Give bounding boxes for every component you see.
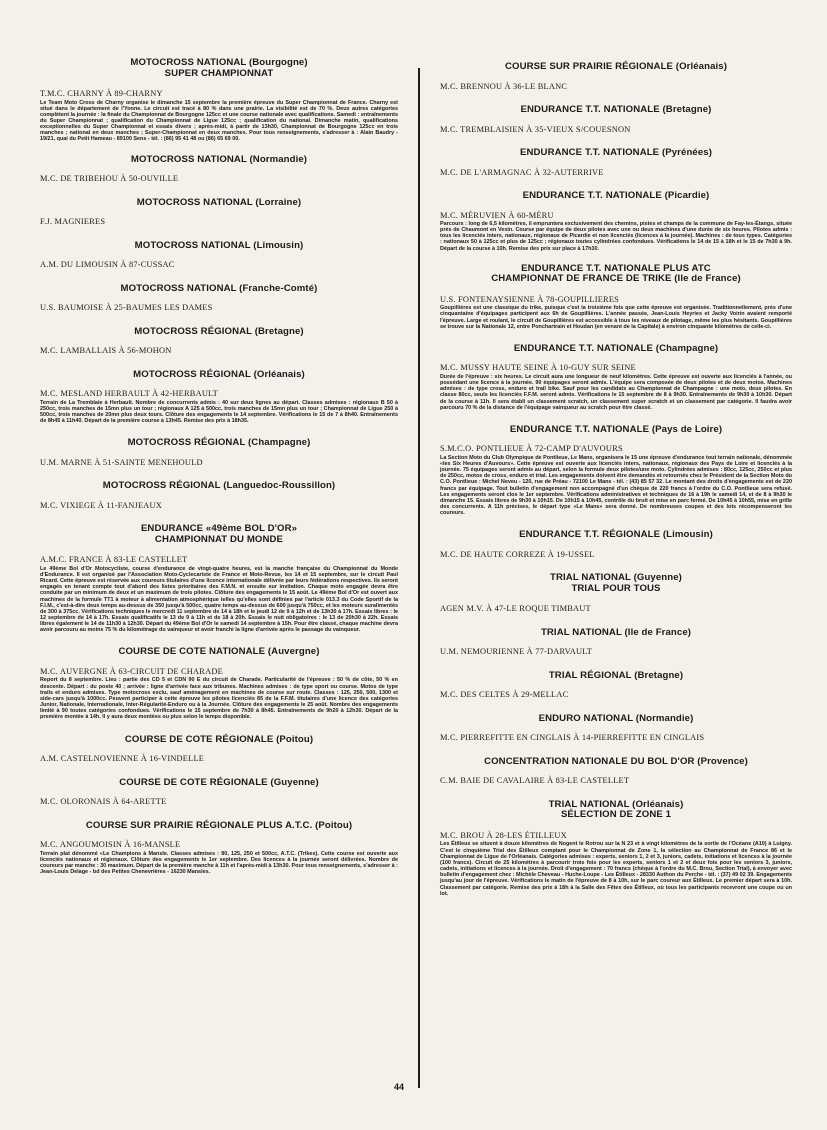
club-name: M.C. OLORONAIS À 64-ARETTE bbox=[40, 797, 167, 807]
event-section bbox=[40, 647, 398, 720]
event-title-text: MOTOCROSS NATIONAL (Normandie) bbox=[130, 153, 308, 165]
event-title bbox=[440, 62, 792, 73]
event-title bbox=[40, 481, 398, 492]
club-name: M.C. MUSSY HAUTE SEINE À 10-GUY SUR SEINE bbox=[440, 363, 636, 373]
club-name: U.M. MARNE À 51-SAINTE MENEHOULD bbox=[40, 457, 203, 467]
club-name: M.C. PIERREFITTE EN CINGLAIS À 14-PIERREFITTE EN CINGLAIS bbox=[440, 733, 705, 743]
club-name: M.C. BRENNOU À 36-LE BLANC bbox=[440, 81, 568, 91]
club-name: U.S. BAUMOISE À 25-BAUMES LES DAMES bbox=[40, 303, 213, 313]
club-name: A.M. DU LIMOUSIN À 87-CUSSAC bbox=[40, 260, 175, 270]
club-name: M.C. AUVERGNE À 63-CIRCUIT DE CHARADE bbox=[40, 666, 223, 676]
event-section bbox=[440, 800, 792, 897]
event-title-text: MOTOCROSS RÉGIONAL (Orléanais) bbox=[133, 368, 305, 380]
event-title bbox=[40, 778, 398, 789]
event-section bbox=[440, 714, 792, 743]
event-section bbox=[440, 757, 792, 786]
event-title bbox=[40, 155, 398, 166]
club-name: U.M. NEMOURIENNE À 77-DARVAULT bbox=[440, 647, 593, 657]
event-title-text: ENDURANCE T.T. NATIONALE (Picardie) bbox=[522, 190, 710, 201]
event-title-text: MOTOCROSS NATIONAL (Lorraine) bbox=[136, 196, 302, 208]
event-section bbox=[40, 370, 398, 425]
left-column bbox=[40, 58, 398, 875]
event-subtitle: CHAMPIONNAT DE FRANCE DE TRIKE (Ile de France) bbox=[491, 273, 741, 285]
event-section bbox=[440, 671, 792, 700]
event-title-text: COURSE DE COTE RÉGIONALE (Poitou) bbox=[124, 733, 314, 745]
event-subtitle: SÉLECTION DE ZONE 1 bbox=[560, 809, 672, 821]
event-description: La Section Moto du Club Olympique de Pontlieue, Le Mans, organisera le 15 une épreuve d'endurance tout terrain nationale, dénommée «les Six Heures d'Auvours». Cette épreuve est ouverte aux licenciés inters, nationaux, régionaux des Pays de Loire et licenciés à la journée. 75 équipages seront admis au départ, selon la formule deux pilotes/une moto. Cylindrées admises : 80cc, 125cc, 250cc et plus de 250cc, motos de cross, enduro et trial. Les engagements doivent être demandés et retournés chez le Président de la Section Moto du C.O. Pontlieue : Michel Neveu - 120, rue de Préau - 72100 Le Mans - tél. : (43) 85 57 32. Le montant des droits d'engagements est de 220 francs par équipage. Tout bulletin d'engagement non accompagné d'un chèque de 220 francs à l'ordre du C.O. Pontlieue sera refusé. Les engagements seront clos le 1er septembre. Vérifications administratives et techniques de 16 à 19h le samedi 14, et de 8 à 9h30 le dimanche 15. Essais libres de 9h30 à 10h15. De 10h15 à 10h45, contrôle du bruit et mise en parc fermé. De 10h45 à 10h55, mise en grille des concurrents. A 11h précises, le départ type «Le Mans» sera donné. De nombreuses coupes et des lots récompenseront les coureurs. bbox=[440, 454, 792, 517]
event-title bbox=[40, 524, 398, 545]
club-name: U.S. FONTENAYSIENNE À 78-GOUPILLIERES bbox=[440, 294, 620, 304]
event-description: Le 49ème Bol d'Or Motocycliste, course d'endurance de vingt-quatre heures, est la manche française du Championnat du Monde d'Endurance. Il est organisé par l'Association Moto-Cyclecariste de France et Moto-Revue, les 14 et 15 septembre, sur le circuit Paul Ricard. Cette épreuve est réservée aux coureurs titulaires d'une licence internationale délivrée par leurs fédérations respectives. Ils seront engagés en tenant compte tout d'abord des listes prioritaires des F.M.N. et ensuite sur invitation. Chaque moto engagée devra être conduite par un minimum de deux et un maximum de trois pilotes. Clôture des engagements le 15 août. Le 49ème Bol d'Or est ouvert aux machines de la formule TT1 à moteur à alimentation atmosphérique telles qu'elles sont définies par l'article 013.3 du Code Sportif de la F.I.M., c'est-à-dire deux temps au-dessus de 350 jusqu'à 500cc, quatre temps au-dessus de 600 jusqu'à 750cc, et les moteurs suralimentés de 300 à 375cc. Vérifications techniques le mercredi 11 septembre de 14 à 18h et le jeudi 12 de 9 à 12h et de 13h30 à 17h. Essais libres : le 12 septembre de 14 à 17h. Essais qualificatifs le 13 de 9 à 11h et de 18 à 20h. Essais le nuit obligatoires : le 13 de 20h30 à 22h. Essais libres également le 14 de 11h30 à 12h30. Départ du 49ème Bol d'Or le samedi 14 septembre à 15h. Pour être classé, chaque machine devra avoir parcouru au moins 75 % du kilométrage du vainqueur et avoir franchi la ligne d'arrivée après le passage du vainqueur. bbox=[40, 565, 398, 634]
event-title-text: ENDURANCE T.T. NATIONALE (Pyrénées) bbox=[519, 147, 713, 158]
club-name: M.C. TREMBLAISIEN À 35-VIEUX S/COUESNON bbox=[440, 124, 631, 134]
event-title-text: MOTOCROSS RÉGIONAL (Bretagne) bbox=[134, 325, 304, 337]
event-title-text: ENDURANCE T.T. NATIONALE (Bretagne) bbox=[520, 104, 712, 115]
event-title bbox=[40, 735, 398, 746]
event-description: Report du 8 septembre. Lieu : partie des CD 5 et CDN 90 E du circuit de Charade. Particularité de l'épreuve : 50 % de côte, 50 % en descente. Départ : du poste 40 ; arrivée : ligne d'arrivée face aux tribunes. Machines admises : de type sport ou course. Motos de type trails et enduro admises. Type motocross exclu, sauf aménagement en machines de course sur route. Classes : 125, 250, 500, 1300 et side-cars jusqu'à 1000cc. Peuvent participer à cette épreuve les pilotes licenciés 85 de la F.F.M. titulaires d'une licence des catégories Junior, Nationale, Internationale, Inter-Régularité-Enduro ou à la Journée. Clôture des engagements le 25 août. Nombre des engagements limité à 90 toutes catégories confondues. Vérifications le 15 septembre de 7h30 à 8h45. Entraînements de 9h20 à 12h30. Départ de la première montée à 14h. Il y aura deux montées ou plus selon le temps disponible. bbox=[40, 677, 398, 721]
event-title-text: TRIAL NATIONAL (Ile de France) bbox=[540, 626, 692, 638]
event-title bbox=[40, 327, 398, 338]
club-name: A.M. CASTELNOVIENNE À 16-VINDELLE bbox=[40, 754, 205, 764]
event-description: Les Étilleux se situent à douze kilomètres de Nogent le Rotrou sur la N 23 et à vingt kilomètres de la sortie de l'Océane (A10) à Luigny. C'est le cinquième Trial des Étilleux comptant pour le Championnat de Zone 1, la sélection au Championnat de France 86 et le Championnat de Ligue de l'Orléanais. Catégories admises : experts, seniors 1, 2 et 3, juniors, cadets, initiations et licences à la journée (100 francs). Circuit de 25 kilomètres à parcourir trois fois pour les experts, seniors 1 et 2 et deux fois pour les seniors 3, juniors, cadets, initiations et licences à la journée. Droit d'engagement : 70 francs (chèque à l'ordre du M.C. Brou, Section Trial), à envoyer avec bulletin d'engagement chez : Michèle Cheveau - Huche-Loupe - Les Étilleux - 28330 Authon du Perche - tél. : (37) 49 02 39. Engagements jusqu'au jour de l'épreuve. Vérifications le matin de l'épreuve de 8 à 10h, sur le parc coureur aux Étilleux. Le premier départ sera à 10h. Classement par catégorie. Remise des prix à 18h à la Salle des Fêtes des Étilleux, où tous les participants recevront une coupe ou un lot. bbox=[440, 841, 792, 897]
event-title bbox=[440, 425, 792, 436]
event-title-text: MOTOCROSS RÉGIONAL (Champagne) bbox=[127, 437, 311, 449]
event-title bbox=[440, 757, 792, 768]
event-title bbox=[440, 344, 792, 355]
event-title-text: ENDURO NATIONAL (Normandie) bbox=[538, 712, 694, 724]
event-title bbox=[40, 647, 398, 658]
club-name: AGEN M.V. À 47-LE ROQUE TIMBAUT bbox=[440, 604, 591, 614]
event-title bbox=[40, 438, 398, 449]
event-title-text: COURSE SUR PRAIRIE RÉGIONALE (Orléanais) bbox=[504, 61, 728, 72]
club-name: M.C. DES CELTES À 29-MELLAC bbox=[440, 690, 569, 700]
event-section bbox=[40, 241, 398, 270]
club-name: A.M.C. FRANCE À 83-LE CASTELLET bbox=[40, 555, 188, 565]
club-name: M.C. BROU À 28-LES ÉTILLEUX bbox=[440, 830, 567, 840]
event-title bbox=[40, 198, 398, 209]
event-title-text: ENDURANCE T.T. NATIONALE (Champagne) bbox=[513, 342, 719, 354]
club-name: C.M. BAIE DE CAVALAIRE À 83-LE CASTELLET bbox=[440, 776, 630, 786]
event-title bbox=[440, 628, 792, 639]
event-section bbox=[40, 155, 398, 184]
event-description: Goupillières est une classique du trike, puisque c'est la troisième fois que cette épreuve est organisée. Traditionnellement, près d'une cinquantaine d'équipages participent aux 6h de Goupillières. L'année passée, Jean-Louis Heyries et Jacky Voirin avaient remporté l'épreuve. Large et roulant, le circuit de Goupillières est accessible à tous les niveaux de pilotage, même les plus hésitants. Goupillières se trouve sur la Nationale 12, entre Ponchartrain et Houdan (en venant de la Capitale) à environ cinquante kilomètres de celle-ci. bbox=[440, 305, 792, 330]
event-title-text: COURSE DE COTE RÉGIONALE (Guyenne) bbox=[119, 776, 319, 788]
event-section bbox=[40, 481, 398, 510]
event-title bbox=[40, 284, 398, 295]
event-description: Parcours : long de 6,5 kilomètres, il empruntera exclusivement des chemins, pistes et champs de la commune de Fay-les-Étangs, située près de Chaumont en Vexin. Course par équipe de deux pilotes avec une ou deux machines d'une durée de six heures. Pilotes admis : tous les licenciés inters, nationaux, régionaux de Picardie et non licenciés (licences à la journée). Machines : de tous types. Catégories : nationaux 50 à 125cc et plus de 125cc ; régionaux toutes cylindrées confondues. Vérifications le 14 de 15 à 18h et le 15 de 7h30 à 9h. Départ de la course à 10h. Remise des prix sur place à 17h30. bbox=[440, 221, 792, 252]
club-name: M.C. ANGOUMOISIN À 16-MANSLE bbox=[40, 840, 181, 850]
event-title-text: MOTOCROSS NATIONAL (Limousin) bbox=[134, 239, 304, 251]
club-name: M.C. DE TRIBEHOU À 50-OUVILLE bbox=[40, 174, 179, 184]
club-name: M.C. LAMBALLAIS À 56-MOHON bbox=[40, 346, 172, 356]
event-section bbox=[40, 58, 398, 143]
event-description: Terrain de La Tremblaie à Herbault. Nombre de concurrents admis : 40 sur deux lignes au départ. Classes admises : régionaux B 50 à 250cc, trois manches de 15mn plus un tour ; régionaux A 125 à 500cc, trois manches de 15mn plus un tour ; Championnat de Ligue 250 à 500cc, trois manches de 20mn plus deux tours. Clôture des engagements le 14 septembre. Vérifications le 15 de 7 à 8h40. Entraînements de 8h45 à 11h40. Départ de la première course à 13h45. Remise des prix à 18h35. bbox=[40, 399, 398, 425]
event-title-text: TRIAL NATIONAL (Guyenne) bbox=[550, 572, 682, 584]
event-title bbox=[40, 821, 398, 832]
club-name: M.C. MÉRUVIEN À 60-MÉRU bbox=[440, 210, 554, 220]
event-title bbox=[440, 573, 792, 594]
event-title bbox=[440, 191, 792, 202]
club-name: M.C. MESLAND HERBAULT À 42-HERBAULT bbox=[40, 389, 218, 399]
event-title-text: MOTOCROSS NATIONAL (Bourgogne) bbox=[130, 57, 308, 68]
event-subtitle: CHAMPIONNAT DU MONDE bbox=[154, 533, 284, 545]
event-section bbox=[40, 735, 398, 764]
column-divider bbox=[418, 68, 420, 1088]
event-title-text: COURSE SUR PRAIRIE RÉGIONALE PLUS A.T.C. (Poitou) bbox=[85, 819, 353, 831]
event-section bbox=[440, 425, 792, 517]
club-name: S.M.C.O. PONTLIEUE À 72-CAMP D'AUVOURS bbox=[440, 444, 623, 454]
event-section bbox=[440, 573, 792, 614]
event-section bbox=[40, 524, 398, 633]
event-section bbox=[440, 105, 792, 134]
page-number: 44 bbox=[394, 1082, 405, 1092]
event-section bbox=[440, 530, 792, 559]
event-title-text: COURSE DE COTE NATIONALE (Auvergne) bbox=[118, 646, 320, 658]
event-section bbox=[440, 62, 792, 91]
event-title bbox=[440, 105, 792, 116]
event-section bbox=[440, 344, 792, 411]
event-title bbox=[440, 264, 792, 285]
event-description: Durée de l'épreuve : six heures. Le circuit aura une longueur de neuf kilomètres. Cette épreuve est ouverte aux licenciés à l'année, ou possédant une licence à la journée. 90 équipages seront admis. L'équipe sera composée de deux pilotes et de deux motos. Machines admises : de type cross, enduro et trail bike. Sauf pour les candidats au Championnat de Champagne : une moto, deux pilotes. En classe 80cc, seuls les licenciés F.F.M. seront admis. Vérifications le 15 septembre de 8 à 9h30. Entraînements de 9h30 à 10h30. Départ de la course à 11h. Il sera établi un classement scratch, un classement super scratch et un classement par catégorie. Il faudra avoir parcouru 70 % de la distance de l'équipage vainqueur au scratch pour être classé. bbox=[440, 373, 792, 411]
event-title-text: MOTOCROSS RÉGIONAL (Languedoc-Roussillon) bbox=[102, 480, 336, 492]
event-title bbox=[440, 530, 792, 541]
club-name: T.M.C. CHARNY À 89-CHARNY bbox=[40, 89, 163, 98]
event-title-text: TRIAL RÉGIONAL (Bretagne) bbox=[548, 669, 684, 681]
event-section bbox=[440, 264, 792, 330]
club-name: M.C. DE L'ARMAGNAC À 32-AUTERRIVE bbox=[440, 167, 604, 177]
event-section bbox=[440, 148, 792, 177]
event-title bbox=[440, 800, 792, 821]
event-title-text: TRIAL NATIONAL (Orléanais) bbox=[548, 798, 684, 810]
event-section bbox=[440, 191, 792, 252]
event-section bbox=[40, 438, 398, 467]
event-section bbox=[40, 198, 398, 227]
event-title bbox=[440, 671, 792, 682]
event-title-text: ENDURANCE «49ème BOL D'OR» bbox=[140, 523, 298, 535]
event-subtitle: TRIAL POUR TOUS bbox=[571, 582, 661, 594]
club-name: F.J. MAGNIERES bbox=[40, 217, 106, 227]
event-title-text: MOTOCROSS NATIONAL (Franche-Comté) bbox=[120, 282, 318, 294]
event-title bbox=[40, 241, 398, 252]
event-section bbox=[440, 628, 792, 657]
event-description: Terrain plat dénommé «Le Champions à Mansle. Classes admises : 80, 125, 250 et 500cc, A.T.C. (Trikes). Cette course est ouverte aux licenciés nationaux et régionaux. Clôture des engagements le 1er septembre. Des licences à la journée seront délivrées. Nombre de coureurs par manche : 30 maximum. Départ de la première manche à 11h et l'après-midi à 13h30. Pour tous renseignements, s'adresser à : Jean-Louis Delage - bd des Petites Chenevrières - 16230 Mansles. bbox=[40, 850, 398, 875]
event-section bbox=[40, 327, 398, 356]
event-title-text: ENDURANCE T.T. NATIONALE PLUS ATC bbox=[521, 262, 711, 274]
event-title-text: ENDURANCE T.T. RÉGIONALE (Limousin) bbox=[519, 529, 713, 541]
event-section bbox=[40, 821, 398, 876]
club-name: M.C. VIXIEGE À 11-FANJEAUX bbox=[40, 500, 163, 510]
event-title bbox=[440, 714, 792, 725]
event-description: Le Team Moto Cross de Charny organise le dimanche 15 septembre la première épreuve du Super Championnat de France. Charny est situé dans le département de l'Yonne. Le circuit est tracé à 80 % dans une prairie. La visibilité est de 70 %. Deux autres catégories complètent la journée : la finale du Championnat de Bourgogne 125cc et une course nationale avec qualifications. Samedi : entraînements du Super Championnat ; qualification du Championnat de Ligue 125cc ; qualification du national. Dimanche matin, qualifications exceptionnelles du Super Championnat et essais divers ; après-midi, à partir de 13h30, Championnat de Bourgogne 125cc en trois manches ; national en deux manches ; Super-Championnat en deux manches. Pour tous renseignements, s'adresser à : Alain Baudry - 19/21, quai du Petit Hameau - 89100 Sens - tél. : (86) 95 41 48 ou (86) 65 69 00. bbox=[40, 99, 398, 143]
event-section bbox=[40, 284, 398, 313]
event-title-text: ENDURANCE T.T. NATIONALE (Pays de Loire) bbox=[509, 423, 723, 435]
event-title-text: CONCENTRATION NATIONALE DU BOL D'OR (Provence) bbox=[484, 755, 748, 767]
event-title bbox=[440, 148, 792, 159]
event-section bbox=[40, 778, 398, 807]
right-column bbox=[440, 62, 792, 897]
event-title bbox=[40, 58, 398, 79]
event-title bbox=[40, 370, 398, 381]
club-name: M.C. DE HAUTE CORREZE À 19-USSEL bbox=[440, 549, 595, 559]
event-subtitle: SUPER CHAMPIONNAT bbox=[164, 67, 274, 79]
